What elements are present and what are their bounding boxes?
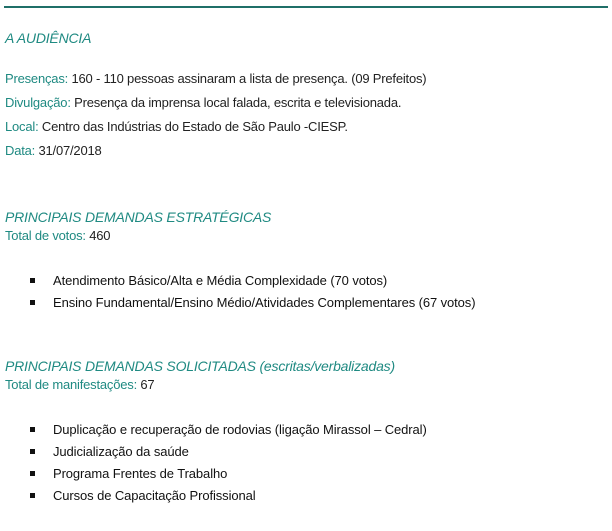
list-item-text: Atendimento Básico/Alta e Média Complexidade (70 votos) — [53, 273, 388, 288]
solicitadas-total — [5, 375, 395, 395]
estrategicas-total — [5, 226, 271, 246]
top-divider — [4, 6, 608, 8]
value-data: 31/07/2018 — [35, 143, 102, 158]
solicitadas-section — [5, 358, 395, 395]
bullet-icon — [30, 300, 35, 305]
row-presencas — [5, 67, 426, 91]
bullet-icon — [30, 427, 35, 432]
row-data — [5, 139, 426, 163]
solicitadas-list — [30, 419, 427, 507]
list-item — [30, 292, 475, 314]
value-local: Centro das Indústrias do Estado de São Paulo -CIESP. — [38, 119, 348, 134]
label-data: Data: — [5, 143, 36, 158]
list-item-text: Ensino Fundamental/Ensino Médio/Atividades Complementares (67 votos) — [53, 295, 476, 310]
estrategicas-total-value: 460 — [85, 228, 111, 243]
estrategicas-heading: PRINCIPAIS DEMANDAS ESTRATÉGICAS — [5, 209, 272, 225]
audiencia-heading: A AUDIÊNCIA — [5, 30, 92, 46]
estrategicas-total-label: Total de votos: — [5, 228, 86, 243]
list-item-text: Programa Frentes de Trabalho — [53, 466, 228, 481]
list-item — [30, 463, 427, 485]
list-item — [30, 419, 427, 441]
label-local: Local: — [5, 119, 39, 134]
list-item — [30, 270, 475, 292]
list-item-text: Cursos de Capacitação Profissional — [53, 488, 256, 503]
row-local — [5, 115, 426, 139]
list-item-text: Judicialização da saúde — [53, 444, 189, 459]
bullet-icon — [30, 449, 35, 454]
list-item — [30, 441, 427, 463]
value-presencas: 160 - 110 pessoas assinaram a lista de presença. (09 Prefeitos) — [68, 71, 427, 86]
bullet-icon — [30, 471, 35, 476]
list-item — [30, 485, 427, 507]
audiencia-section — [5, 30, 91, 47]
estrategicas-list — [30, 270, 475, 314]
solicitadas-total-label: Total de manifestações: — [5, 377, 137, 392]
row-divulgacao — [5, 91, 426, 115]
bullet-icon — [30, 278, 35, 283]
label-divulgacao: Divulgação: — [5, 95, 71, 110]
label-presencas: Presenças: — [5, 71, 69, 86]
bullet-icon — [30, 493, 35, 498]
list-item-text: Duplicação e recuperação de rodovias (ligação Mirassol – Cedral) — [53, 422, 427, 437]
audiencia-details — [5, 67, 426, 163]
value-divulgacao: Presença da imprensa local falada, escrita e televisionada. — [70, 95, 402, 110]
solicitadas-total-value: 67 — [136, 377, 155, 392]
estrategicas-section — [5, 209, 271, 246]
solicitadas-heading: PRINCIPAIS DEMANDAS SOLICITADAS (escritas/verbalizadas) — [5, 358, 395, 374]
